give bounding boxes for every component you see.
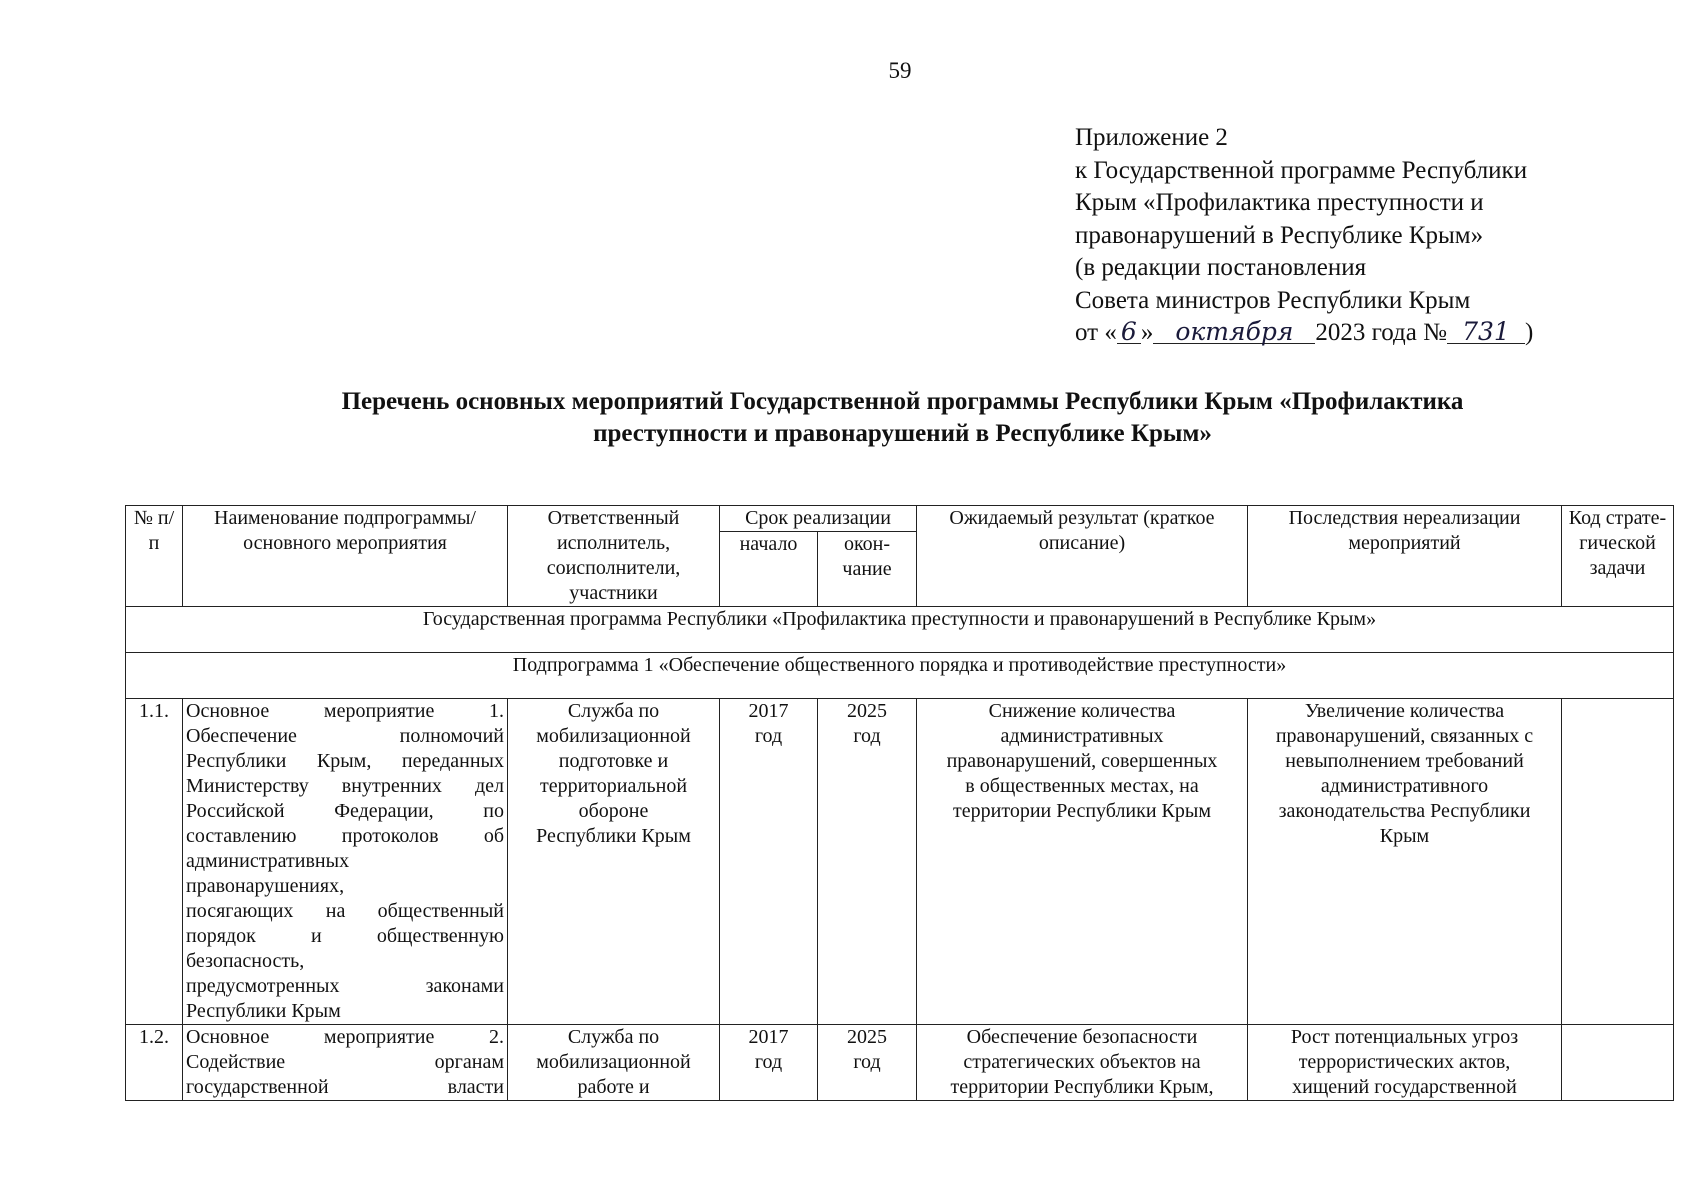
handwritten-number: 731 xyxy=(1447,321,1525,344)
row-code xyxy=(1562,699,1674,1025)
row-num: 1.2. xyxy=(126,1025,183,1101)
appendix-line: Совета министров Республики Крым xyxy=(1075,286,1471,314)
executor-line: обороне xyxy=(578,800,649,822)
name-line: Содействие органам xyxy=(186,1051,504,1073)
consequences-line: административного xyxy=(1320,775,1489,797)
row-num: 1.1. xyxy=(126,699,183,1025)
executor-line: работе и xyxy=(577,1076,650,1098)
name-line: административных xyxy=(186,850,350,872)
name-line: Министерству внутренних дел xyxy=(186,775,504,797)
date-year: 2023 года № xyxy=(1315,319,1447,346)
row-result xyxy=(917,699,1248,1025)
name-line: порядок и общественную xyxy=(186,925,504,947)
appendix-line: Приложение 2 xyxy=(1075,124,1228,151)
header-row xyxy=(126,506,1674,532)
result-line: территории Республики Крым xyxy=(953,800,1211,822)
header-period: Срок реализации xyxy=(720,506,917,532)
row-executor xyxy=(508,699,720,1025)
result-line: в общественных местах, на xyxy=(965,775,1199,797)
row-result xyxy=(917,1025,1248,1101)
header-end: окон-чание xyxy=(818,532,917,607)
appendix-line: правонарушений в Республике Крым» xyxy=(1075,221,1484,249)
consequences-line: Крым xyxy=(1379,825,1430,847)
title-line: Перечень основных мероприятий Государственной программы Республики Крым «Профилактика xyxy=(341,388,1464,415)
row-start xyxy=(720,699,818,1025)
consequences-line: террористических актов, xyxy=(1298,1051,1511,1073)
consequences-line: хищений государственной xyxy=(1292,1076,1517,1098)
result-line: административных xyxy=(1000,725,1164,747)
executor-line: мобилизационной xyxy=(536,725,691,747)
header-start: начало xyxy=(720,532,818,607)
executor-line: мобилизационной xyxy=(536,1051,691,1073)
appendix-line: к Государственной программе Республики xyxy=(1075,156,1528,184)
result-line: Снижение количества xyxy=(988,700,1176,722)
title-line: преступности и правонарушений в Республике Крым» xyxy=(593,420,1212,447)
result-line: Обеспечение безопасности xyxy=(966,1026,1198,1048)
row-code xyxy=(1562,1025,1674,1101)
result-line: стратегических объектов на xyxy=(963,1051,1201,1073)
appendix-line: (в редакции постановления xyxy=(1075,254,1367,281)
result-line: правонарушений, совершенных xyxy=(946,750,1218,772)
row-end xyxy=(818,699,917,1025)
end-line: 2025 xyxy=(847,700,887,722)
program-title: Государственная программа Республики «Профилактика преступности и правонарушений в Республике Крым» xyxy=(126,607,1674,653)
name-line: посягающих на общественный xyxy=(186,900,504,922)
end-line: год xyxy=(853,1051,881,1073)
consequences-line: законодательства Республики xyxy=(1278,800,1531,822)
name-line: правонарушениях, xyxy=(186,875,345,897)
measures-table xyxy=(125,505,1674,1101)
name-line: Основное мероприятие 2. xyxy=(186,1026,504,1048)
header-num: № п/п xyxy=(126,506,183,607)
header-code: Код страте-гической задачи xyxy=(1562,506,1674,607)
appendix-line: Крым «Профилактика преступности и xyxy=(1075,189,1484,216)
consequences-line: правонарушений, связанных с xyxy=(1275,725,1534,747)
document-title xyxy=(130,386,1675,450)
table-row xyxy=(126,699,1674,1025)
name-line: государственной власти xyxy=(186,1076,504,1098)
handwritten-month: октября xyxy=(1153,321,1315,344)
end-line: год xyxy=(853,725,881,747)
name-line: Республики Крым xyxy=(186,1000,341,1022)
row-executor xyxy=(508,1025,720,1101)
consequences-line: Рост потенциальных угроз xyxy=(1290,1026,1519,1048)
name-line: Основное мероприятие 1. xyxy=(186,700,504,722)
subprogram-row xyxy=(126,653,1674,699)
executor-line: Служба по xyxy=(567,700,660,722)
result-line: территории Республики Крым, xyxy=(950,1076,1214,1098)
executor-line: Республики Крым xyxy=(536,825,691,847)
appendix-date-line xyxy=(1075,317,1533,350)
row-end xyxy=(818,1025,917,1101)
executor-line: Служба по xyxy=(567,1026,660,1048)
name-line: Республики Крым, переданных xyxy=(186,750,504,772)
program-row xyxy=(126,607,1674,653)
name-line: составлению протоколов об xyxy=(186,825,504,847)
start-line: год xyxy=(754,1051,783,1073)
row-name xyxy=(183,1025,508,1101)
row-name xyxy=(183,699,508,1025)
start-line: 2017 xyxy=(748,1026,789,1048)
name-line: Обеспечение полномочий xyxy=(186,725,504,747)
executor-line: территориальной xyxy=(539,775,688,797)
date-mid: » xyxy=(1140,319,1154,346)
header-name: Наименование подпрограммы/основного мероприятия xyxy=(183,506,508,607)
header-consequences: Последствия нереализации мероприятий xyxy=(1248,506,1562,607)
date-prefix: от « xyxy=(1075,319,1117,346)
consequences-line: невыполнением требований xyxy=(1285,750,1524,772)
executor-line: подготовке и xyxy=(558,750,669,772)
consequences-line: Увеличение количества xyxy=(1304,700,1505,722)
header-result: Ожидаемый результат (краткое описание) xyxy=(917,506,1248,607)
header-executor: Ответственный исполнитель, соисполнители, участники xyxy=(508,506,720,607)
date-suffix: ) xyxy=(1524,319,1534,346)
row-consequences xyxy=(1248,1025,1562,1101)
subprogram-title: Подпрограмма 1 «Обеспечение общественного порядка и противодействие преступности» xyxy=(126,653,1674,699)
page-number: 59 xyxy=(888,58,912,83)
start-line: год xyxy=(754,725,783,747)
appendix-block xyxy=(1075,122,1533,350)
name-line: предусмотренных законами xyxy=(186,975,504,997)
end-line: 2025 xyxy=(847,1026,887,1048)
name-line: Российской Федерации, по xyxy=(186,800,504,822)
row-start xyxy=(720,1025,818,1101)
start-line: 2017 xyxy=(748,700,789,722)
row-consequences xyxy=(1248,699,1562,1025)
table-row xyxy=(126,1025,1674,1101)
handwritten-day: 6 xyxy=(1117,321,1141,344)
name-line: безопасность, xyxy=(186,950,305,972)
